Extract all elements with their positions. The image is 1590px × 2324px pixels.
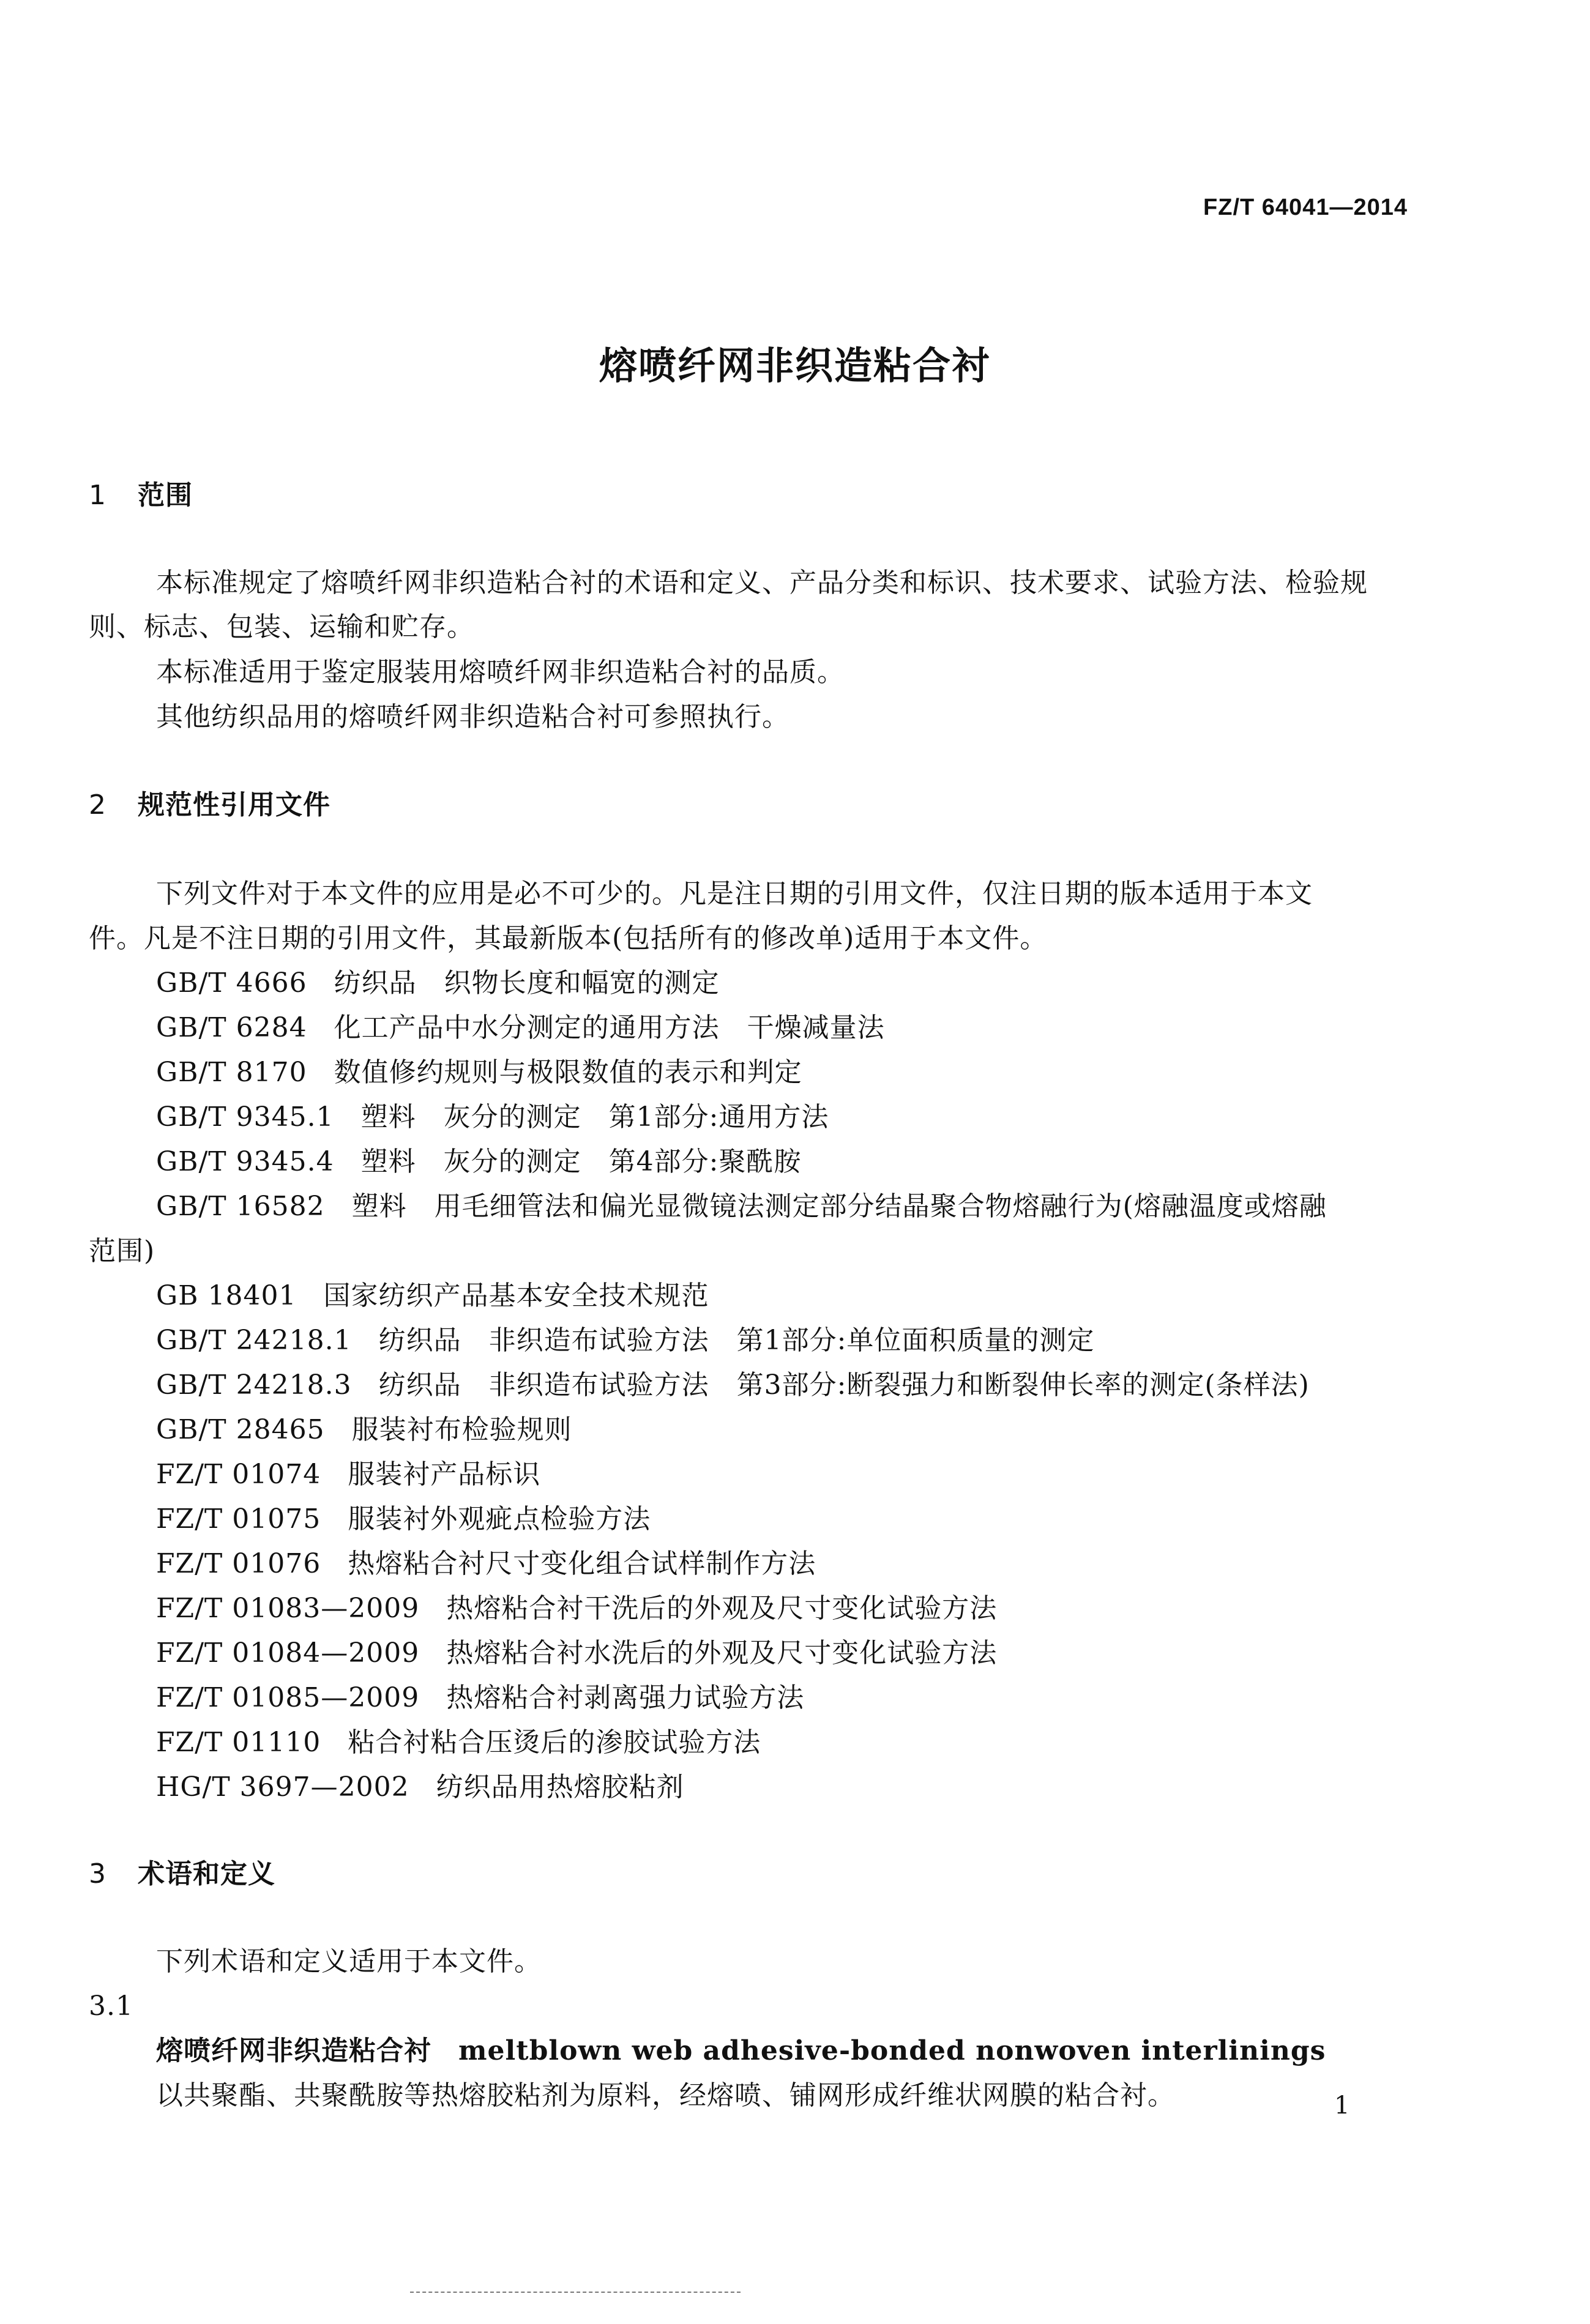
reference-title: 纺织品用热熔胶粘剂 bbox=[436, 1771, 684, 1803]
reference-code: FZ/T 01083—2009 bbox=[156, 1593, 420, 1624]
reference-code: GB/T 28465 bbox=[156, 1414, 325, 1445]
term-english: meltblown web adhesive-bonded nonwoven interlinings bbox=[458, 2035, 1326, 2066]
reference-item bbox=[156, 1547, 816, 1581]
section-number: 2 bbox=[89, 789, 106, 821]
reference-title: 粘合衬粘合压烫后的渗胶试验方法 bbox=[348, 1727, 761, 1758]
reference-title: 热熔粘合衬水洗后的外观及尺寸变化试验方法 bbox=[446, 1637, 998, 1669]
reference-title: 服装衬布检验规则 bbox=[351, 1414, 572, 1445]
paragraph-line: 则、标志、包装、运输和贮存。 bbox=[89, 611, 474, 642]
section-title: 术语和定义 bbox=[138, 1858, 275, 1890]
reference-title: 国家纺织产品基本安全技术规范 bbox=[323, 1280, 709, 1311]
section-2-heading bbox=[89, 788, 330, 822]
reference-item bbox=[156, 1100, 829, 1134]
reference-code: FZ/T 01084—2009 bbox=[156, 1637, 420, 1669]
reference-code: GB/T 8170 bbox=[156, 1057, 307, 1088]
term-definition: 以共聚酯、共聚酰胺等热熔胶粘剂为原料，经熔喷、铺网形成纤维状网膜的粘合衬。 bbox=[156, 2080, 1175, 2111]
reference-item bbox=[156, 1726, 761, 1760]
section-title: 范围 bbox=[138, 480, 193, 511]
reference-title: 化工产品中水分测定的通用方法 干燥减量法 bbox=[334, 1012, 885, 1043]
reference-item bbox=[156, 1324, 1094, 1358]
reference-title: 数值修约规则与极限数值的表示和判定 bbox=[334, 1057, 802, 1088]
reference-item bbox=[156, 966, 720, 1000]
reference-title: 纺织品 织物长度和幅宽的测定 bbox=[334, 967, 720, 999]
paragraph-line: 其他纺织品用的熔喷纤网非织造粘合衬可参照执行。 bbox=[156, 701, 789, 732]
reference-item bbox=[156, 1458, 540, 1492]
section-number: 3 bbox=[89, 1858, 106, 1890]
reference-item bbox=[156, 1368, 1310, 1402]
reference-item bbox=[156, 1681, 804, 1715]
reference-item bbox=[156, 1770, 684, 1804]
paragraph-line: 下列文件对于本文件的应用是必不可少的。凡是注日期的引用文件，仅注日期的版本适用于本文 bbox=[156, 878, 1313, 909]
section-3-heading bbox=[89, 1857, 275, 1891]
section-number: 1 bbox=[89, 480, 106, 511]
reference-title: 热熔粘合衬尺寸变化组合试样制作方法 bbox=[348, 1548, 816, 1579]
term-entry bbox=[156, 2034, 1326, 2068]
footer-divider bbox=[410, 2292, 741, 2293]
reference-title: 塑料 灰分的测定 第4部分:聚酰胺 bbox=[360, 1146, 802, 1177]
reference-code: HG/T 3697—2002 bbox=[156, 1771, 409, 1803]
reference-title: 服装衬产品标识 bbox=[348, 1459, 541, 1490]
reference-item bbox=[156, 1056, 802, 1090]
paragraph-line: 下列术语和定义适用于本文件。 bbox=[156, 1946, 542, 1977]
reference-item bbox=[156, 1592, 997, 1626]
reference-code: GB/T 9345.4 bbox=[156, 1146, 334, 1177]
reference-code: GB/T 4666 bbox=[156, 967, 307, 999]
reference-code: FZ/T 01085—2009 bbox=[156, 1682, 420, 1713]
standard-code: FZ/T 64041—2014 bbox=[1203, 195, 1408, 220]
reference-code: GB/T 16582 bbox=[156, 1191, 325, 1222]
clause-number: 3.1 bbox=[89, 1991, 133, 2022]
paragraph-line: 本标准适用于鉴定服装用熔喷纤网非织造粘合衬的品质。 bbox=[156, 657, 845, 688]
reference-code: GB/T 6284 bbox=[156, 1012, 307, 1043]
reference-code: GB 18401 bbox=[156, 1280, 297, 1311]
paragraph-line: 件。凡是不注日期的引用文件，其最新版本(包括所有的修改单)适用于本文件。 bbox=[89, 923, 1048, 954]
reference-code: FZ/T 01076 bbox=[156, 1548, 321, 1579]
section-title: 规范性引用文件 bbox=[138, 789, 330, 821]
term-chinese: 熔喷纤网非织造粘合衬 bbox=[156, 2035, 431, 2066]
paragraph-line: 本标准规定了熔喷纤网非织造粘合衬的术语和定义、产品分类和标识、技术要求、试验方法、检验规 bbox=[156, 567, 1368, 598]
reference-item bbox=[156, 1502, 651, 1536]
reference-item bbox=[156, 1636, 997, 1670]
reference-code: FZ/T 01075 bbox=[156, 1503, 321, 1535]
reference-code: GB/T 24218.1 bbox=[156, 1325, 352, 1356]
reference-title-continued: 范围) bbox=[89, 1235, 155, 1267]
section-1-heading bbox=[89, 479, 193, 513]
reference-title: 热熔粘合衬干洗后的外观及尺寸变化试验方法 bbox=[446, 1593, 998, 1624]
reference-title: 塑料 灰分的测定 第1部分:通用方法 bbox=[360, 1101, 829, 1133]
reference-item bbox=[156, 1279, 709, 1313]
reference-item bbox=[156, 1145, 801, 1179]
reference-title: 塑料 用毛细管法和偏光显微镜法测定部分结晶聚合物熔融行为(熔融温度或熔融 bbox=[351, 1191, 1327, 1222]
reference-code: FZ/T 01110 bbox=[156, 1727, 321, 1758]
reference-item bbox=[156, 1413, 572, 1447]
reference-title: 服装衬外观疵点检验方法 bbox=[348, 1503, 651, 1535]
document-title: 熔喷纤网非织造粘合衬 bbox=[599, 343, 991, 388]
page-number: 1 bbox=[1334, 2091, 1350, 2120]
reference-code: GB/T 24218.3 bbox=[156, 1369, 352, 1401]
reference-title: 纺织品 非织造布试验方法 第3部分:断裂强力和断裂伸长率的测定(条样法) bbox=[378, 1369, 1310, 1401]
reference-item bbox=[156, 1190, 1327, 1224]
reference-code: FZ/T 01074 bbox=[156, 1459, 321, 1490]
reference-code: GB/T 9345.1 bbox=[156, 1101, 334, 1133]
reference-title: 热熔粘合衬剥离强力试验方法 bbox=[446, 1682, 805, 1713]
reference-title: 纺织品 非织造布试验方法 第1部分:单位面积质量的测定 bbox=[378, 1325, 1095, 1356]
reference-item bbox=[156, 1011, 885, 1045]
